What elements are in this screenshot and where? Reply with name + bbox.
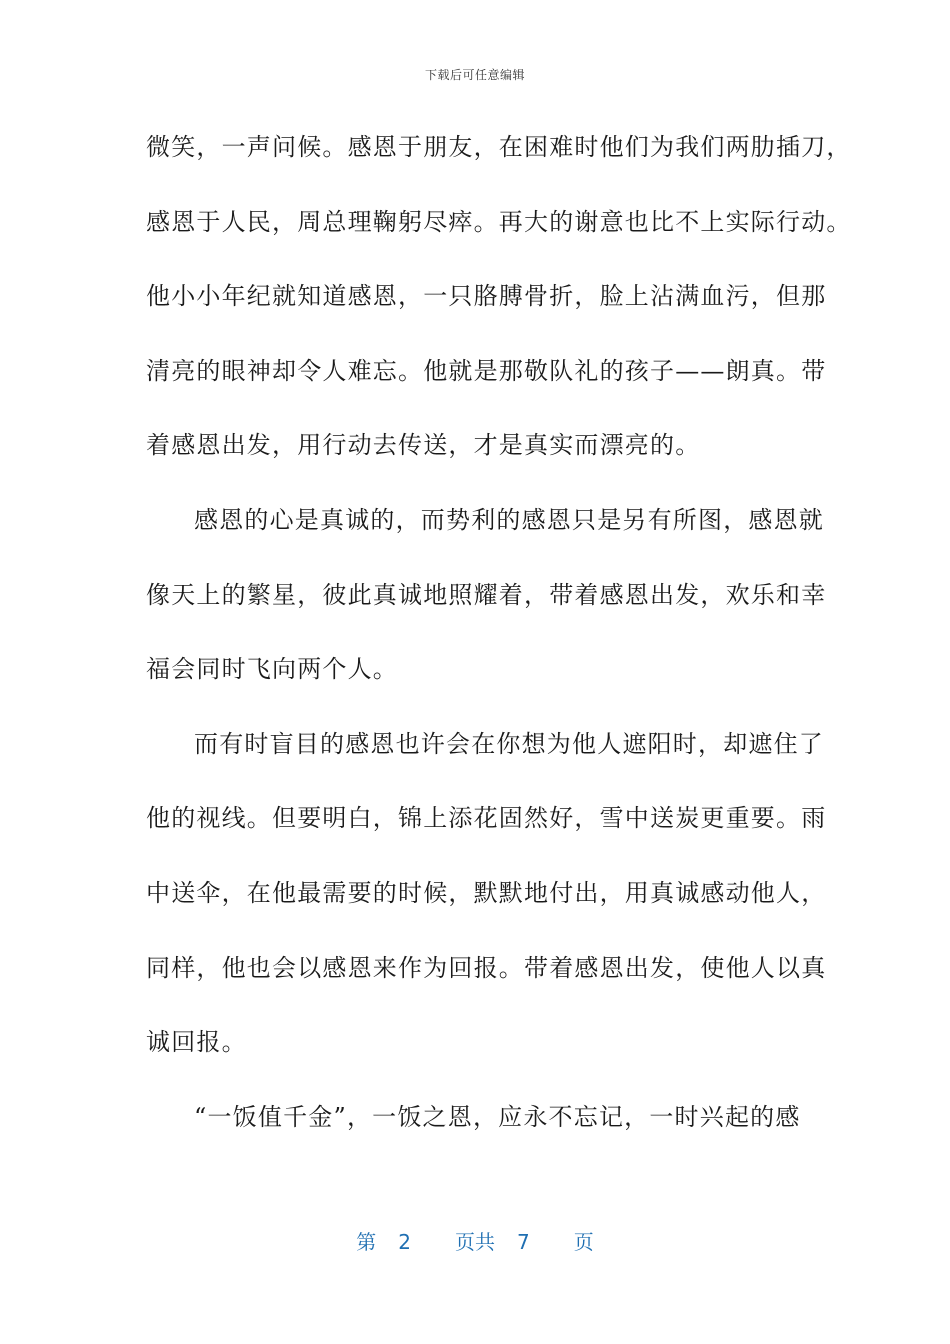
page-footer bbox=[0, 1226, 950, 1255]
text-line: 感恩于人民，周总理鞠躬尽瘁。再大的谢意也比不上实际行动。 bbox=[146, 207, 852, 236]
text-line: 而有时盲目的感恩也许会在你想为他人遮阳时，却遮住了 bbox=[194, 729, 824, 758]
text-line: 中送伞，在他最需要的时候，默默地付出，用真诚感动他人， bbox=[146, 878, 827, 907]
body-text bbox=[146, 128, 852, 1172]
footer-middle: 页共 bbox=[455, 1230, 495, 1254]
footer-total-pages: 7 bbox=[517, 1230, 530, 1254]
text-line: 感恩的心是真诚的，而势利的感恩只是另有所图，感恩就 bbox=[194, 505, 824, 534]
text-line: 着感恩出发，用行动去传送，才是真实而漂亮的。 bbox=[146, 431, 701, 460]
text-line: 同样，他也会以感恩来作为回报。带着感恩出发，使他人以真 bbox=[146, 953, 827, 982]
text-line: 福会同时飞向两个人。 bbox=[146, 655, 398, 684]
text-line: 像天上的繁星，彼此真诚地照耀着，带着感恩出发，欢乐和幸 bbox=[146, 580, 827, 609]
footer-prefix: 第 bbox=[356, 1230, 377, 1254]
text-line: 清亮的眼神却令人难忘。他就是那敬队礼的孩子——朗真。带 bbox=[146, 356, 827, 385]
text-line: 诚回报。 bbox=[146, 1028, 247, 1057]
footer-suffix: 页 bbox=[573, 1230, 594, 1254]
footer-current-page: 2 bbox=[398, 1230, 411, 1254]
text-line: 微笑，一声问候。感恩于朋友，在困难时他们为我们两肋插刀， bbox=[146, 133, 852, 161]
text-line: “一饭值千金”，一饭之恩，应永不忘记，一时兴起的感 bbox=[194, 1102, 801, 1131]
text-line: 他小小年纪就知道感恩，一只胳膊骨折，脸上沾满血污，但那 bbox=[146, 282, 827, 311]
text-line: 他的视线。但要明白，锦上添花固然好，雪中送炭更重要。雨 bbox=[146, 804, 827, 833]
header-note: 下载后可任意编辑 bbox=[424, 68, 525, 82]
